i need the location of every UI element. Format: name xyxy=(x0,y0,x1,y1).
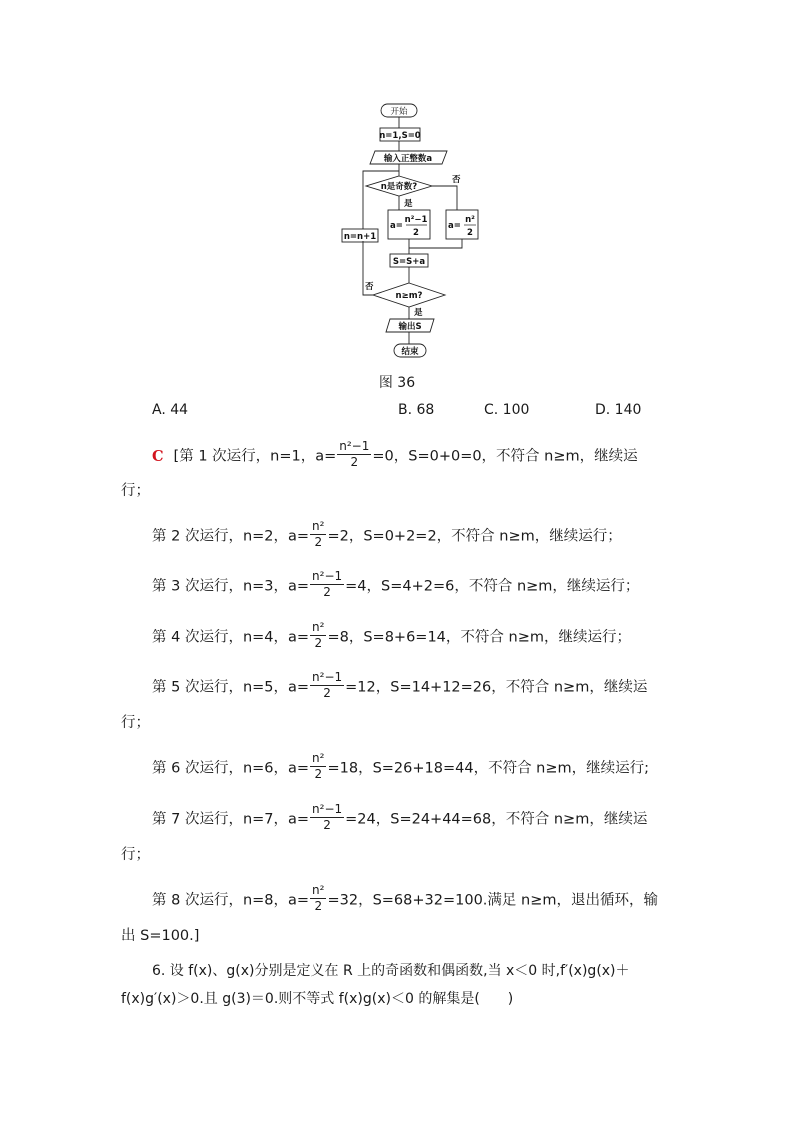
fraction-num: n² xyxy=(312,519,325,533)
even-num: n² xyxy=(465,215,475,225)
option-b: B. 68 xyxy=(398,402,435,418)
input-label: 输入正整数a xyxy=(383,154,433,164)
step-text: =32，S=68+32=100.满足 n≥m，退出循环，输 xyxy=(327,892,658,909)
inc-label: n=n+1 xyxy=(343,232,377,242)
step-text: =4，S=4+2=6，不符合 n≥m，继续运行； xyxy=(345,578,640,595)
step-text: =0，S=0+0=0，不符合 n≥m，继续运 xyxy=(372,448,638,465)
fraction-num: n² xyxy=(312,620,325,634)
fraction-num: n² xyxy=(312,883,325,897)
start-label: 开始 xyxy=(390,107,408,117)
option-a: A. 44 xyxy=(152,402,189,418)
yes2-label: 是 xyxy=(414,308,423,318)
no2-label: 否 xyxy=(365,282,374,292)
step-text: 第 2 次运行，n=2，a= xyxy=(152,528,310,545)
step-text: [第 1 次运行，n=1，a= xyxy=(173,448,337,465)
fraction-den: 2 xyxy=(314,636,323,650)
step-line-cont: 行； xyxy=(121,847,150,863)
fraction-num: n²−1 xyxy=(339,439,370,453)
init-label: n=1,S=0 xyxy=(379,131,421,141)
fraction xyxy=(310,519,326,550)
step-line-3 xyxy=(152,571,712,602)
step-line-1 xyxy=(152,441,712,472)
step-text: =12，S=14+12=26，不符合 n≥m，继续运 xyxy=(345,679,648,696)
odd-den: 2 xyxy=(413,228,419,238)
cond1-label: n是奇数? xyxy=(380,182,418,192)
step-line-8 xyxy=(152,885,712,916)
fraction-num: n²−1 xyxy=(312,670,343,684)
step-line-cont: 出 S=100.] xyxy=(121,928,200,944)
step-text: 第 3 次运行，n=3，a= xyxy=(152,578,310,595)
step-text: =8，S=8+6=14，不符合 n≥m，继续运行； xyxy=(327,629,631,646)
step-line-7 xyxy=(152,804,712,835)
fraction xyxy=(310,620,326,651)
step-line-cont: 行； xyxy=(121,715,150,731)
sum-label: S=S+a xyxy=(392,257,426,267)
fraction-den: 2 xyxy=(314,899,323,913)
fraction xyxy=(310,569,344,600)
fraction xyxy=(310,670,344,701)
option-c: C. 100 xyxy=(484,402,530,418)
flowchart xyxy=(330,96,475,364)
fraction xyxy=(337,439,371,470)
step-text: =18，S=26+18=44，不符合 n≥m，继续运行; xyxy=(327,760,650,777)
cond2-label: n≥m? xyxy=(395,291,423,301)
fraction-den: 2 xyxy=(350,455,359,469)
fraction-den: 2 xyxy=(314,535,323,549)
answer-letter: C xyxy=(152,447,164,465)
even-den: 2 xyxy=(467,228,473,238)
step-text: =24，S=24+44=68，不符合 n≥m，继续运 xyxy=(345,811,648,828)
option-d: D. 140 xyxy=(595,402,642,418)
step-text: 第 8 次运行，n=8，a= xyxy=(152,892,310,909)
fraction-den: 2 xyxy=(323,686,331,700)
step-line-2 xyxy=(152,521,712,552)
step-text: 第 5 次运行，n=5，a= xyxy=(152,679,310,696)
figure-caption: 图 36 xyxy=(378,375,416,391)
fraction xyxy=(310,802,344,833)
yes1-label: 是 xyxy=(404,199,413,209)
question-line-1: 6. 设 f(x)、g(x)分别是定义在 R 上的奇函数和偶函数,当 x＜0 时,f′(x)g(x)＋ xyxy=(152,963,630,979)
fraction-num: n²−1 xyxy=(312,569,343,583)
fraction-den: 2 xyxy=(314,767,323,781)
step-line-5 xyxy=(152,672,712,703)
end-label: 结束 xyxy=(401,347,419,357)
fraction xyxy=(310,751,326,782)
fraction-num: n² xyxy=(312,751,325,765)
step-line-4 xyxy=(152,622,712,653)
fraction-den: 2 xyxy=(323,585,331,599)
flowchart-svg xyxy=(330,96,475,364)
step-text: =2，S=0+2=2，不符合 n≥m，继续运行； xyxy=(327,528,622,545)
step-line-6 xyxy=(152,753,712,784)
step-text: 第 4 次运行，n=4，a= xyxy=(152,629,310,646)
step-text: 第 6 次运行，n=6，a= xyxy=(152,760,310,777)
no1-label: 否 xyxy=(452,175,461,185)
step-line-cont: 行； xyxy=(121,483,150,499)
odd-a-label: a= xyxy=(390,221,403,231)
step-text: 第 7 次运行，n=7，a= xyxy=(152,811,310,828)
fraction xyxy=(310,883,326,914)
output-label: 输出S xyxy=(398,322,422,332)
even-a-label: a= xyxy=(448,221,461,231)
fraction-den: 2 xyxy=(323,818,331,832)
odd-num: n²−1 xyxy=(404,215,428,225)
answer-options xyxy=(152,402,672,422)
fraction-num: n²−1 xyxy=(312,802,343,816)
question-line-2: f(x)g′(x)＞0.且 g(3)＝0.则不等式 f(x)g(x)＜0 的解集是( ) xyxy=(121,991,514,1007)
